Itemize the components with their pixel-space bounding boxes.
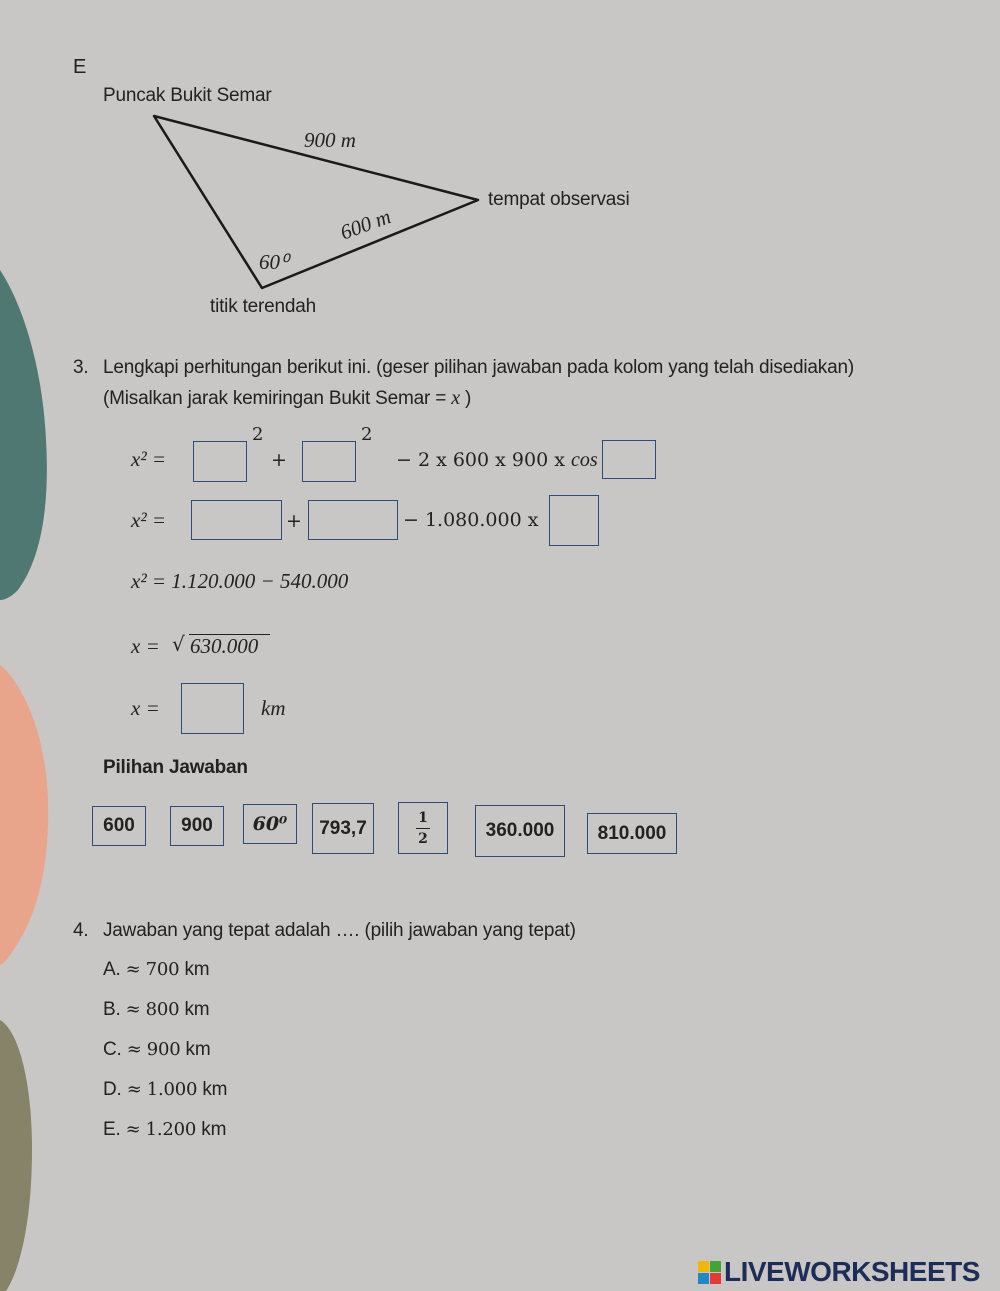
eq4-lhs: x =: [131, 634, 160, 658]
choices-title: Pilihan Jawaban: [103, 757, 248, 778]
salmon-blob: [0, 665, 48, 965]
fraction-denominator: 2: [418, 830, 428, 847]
option-value: 1.200: [145, 1119, 197, 1140]
option-unit: km: [184, 999, 210, 1020]
q3-number: 3.: [73, 357, 89, 378]
eq1-exponent-b: 2: [361, 424, 373, 445]
option-unit: km: [184, 959, 210, 980]
option-letter: A.: [103, 959, 121, 980]
option-approx: ≈: [126, 1039, 142, 1060]
eq1-cos: cos: [570, 449, 598, 471]
olive-blob: [0, 1020, 32, 1291]
drop-slot-3[interactable]: [602, 440, 656, 479]
drop-slot-4[interactable]: [191, 500, 282, 540]
lowest-point-label: titik terendah: [210, 296, 316, 317]
eq1-rhs: [396, 449, 598, 472]
option-approx: ≈: [125, 1119, 141, 1140]
option-approx: ≈: [125, 959, 141, 980]
choice-600[interactable]: 600: [92, 806, 146, 846]
eq1-plus: +: [271, 449, 287, 471]
logo-mark-icon: [698, 1261, 721, 1284]
q3-instruction: Lengkapi perhitungan berikut ini. (geser pilihan jawaban pada kolom yang telah disediakan): [103, 357, 854, 378]
observation-label: tempat observasi: [488, 189, 630, 210]
drop-slot-1[interactable]: [193, 441, 247, 482]
eq1-rhs-prefix: − 2 x 600 x 900 x: [396, 449, 571, 471]
q3-subtext: [103, 387, 471, 410]
option-approx: ≈: [125, 999, 141, 1020]
drop-slot-7[interactable]: [181, 683, 244, 734]
q4-option-e[interactable]: [103, 1119, 226, 1141]
eq4-radical: √: [172, 632, 185, 656]
fraction-numerator: 1: [418, 809, 428, 826]
choice-810000[interactable]: 810.000: [587, 813, 677, 854]
eq2-plus: +: [286, 510, 302, 532]
choice-900[interactable]: 900: [170, 806, 224, 846]
choice-one-half[interactable]: [398, 802, 448, 854]
option-unit: km: [201, 1119, 227, 1140]
option-unit: km: [185, 1039, 211, 1060]
q4-number: 4.: [73, 920, 89, 941]
choice-793-7[interactable]: 793,7: [312, 803, 374, 854]
q4-option-b[interactable]: [103, 999, 209, 1021]
drop-slot-2[interactable]: [302, 441, 356, 482]
eq1-lhs: x² =: [131, 447, 167, 471]
drop-slot-5[interactable]: [308, 500, 398, 540]
q4-instruction: Jawaban yang tepat adalah …. (pilih jawaban yang tepat): [103, 920, 576, 941]
q4-option-c[interactable]: [103, 1039, 210, 1061]
q3-subtext-prefix: (Misalkan jarak kemiringan Bukit Semar =: [103, 388, 452, 409]
eq3-text: x² = 1.120.000 − 540.000: [131, 569, 349, 593]
option-value: 900: [146, 1039, 181, 1060]
section-letter: E: [73, 56, 87, 78]
logo-text: LIVEWORKSHEETS: [724, 1256, 980, 1287]
top-side-length: 900 m: [304, 128, 356, 152]
choice-60-degrees[interactable]: 60⁰: [243, 804, 297, 844]
q4-option-d[interactable]: [103, 1079, 227, 1101]
liveworksheets-logo: [698, 1256, 980, 1288]
choice-360000[interactable]: 360.000: [475, 805, 565, 857]
option-letter: D.: [103, 1079, 122, 1100]
option-unit: km: [202, 1079, 228, 1100]
drop-slot-6[interactable]: [549, 495, 599, 546]
option-value: 1.000: [146, 1079, 198, 1100]
eq2-lhs: x² =: [131, 508, 167, 532]
bottom-side-length: 600 m: [337, 204, 394, 245]
triangle-diagram: [0, 0, 700, 330]
option-value: 700: [145, 959, 180, 980]
eq4-radicand: 630.000: [190, 634, 259, 658]
angle-label: 60⁰: [259, 250, 289, 274]
option-letter: E.: [103, 1119, 121, 1140]
q3-subtext-var: x: [451, 387, 460, 409]
option-approx: ≈: [126, 1079, 142, 1100]
eq1-exponent-a: 2: [252, 424, 264, 445]
fraction-bar: [416, 828, 430, 829]
option-value: 800: [145, 999, 180, 1020]
eq5-unit: km: [261, 696, 286, 720]
option-letter: C.: [103, 1039, 122, 1060]
eq2-rhs: − 1.080.000 x: [403, 509, 539, 531]
q3-subtext-suffix: ): [459, 388, 472, 409]
eq5-lhs: x =: [131, 696, 160, 720]
q4-option-a[interactable]: [103, 959, 209, 981]
peak-label: Puncak Bukit Semar: [103, 85, 272, 106]
option-letter: B.: [103, 999, 121, 1020]
